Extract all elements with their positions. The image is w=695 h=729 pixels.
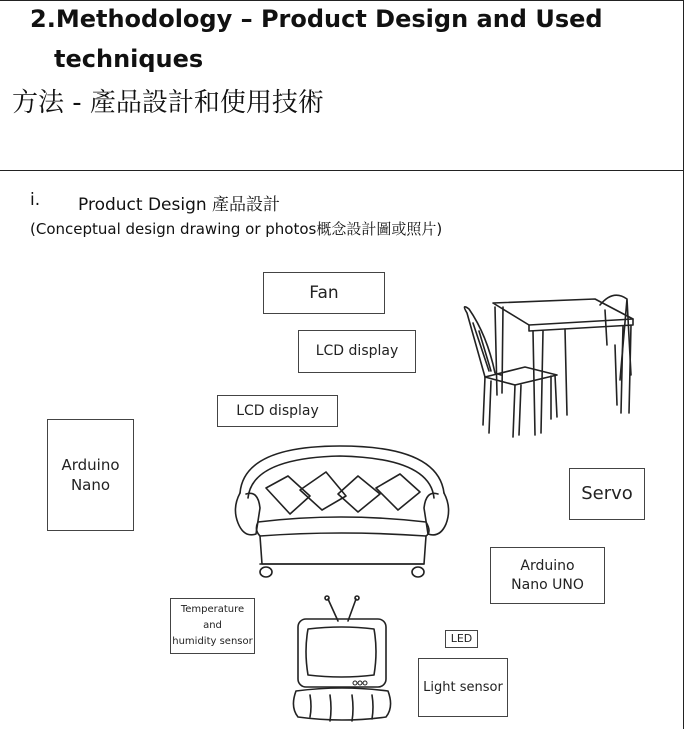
section-note: (Conceptual design drawing or photos概念設計圖或照片): [30, 220, 443, 238]
label-servo: Servo: [569, 468, 645, 520]
label-temperature-humidity-sensor: Temperature and humidity sensor: [170, 598, 255, 654]
label-fan: Fan: [263, 272, 385, 314]
television-illustration: [290, 595, 395, 725]
heading-title-chinese: 方法 - 產品設計和使用技術: [12, 88, 324, 118]
section-divider: [0, 170, 684, 171]
section-title: Product Design 產品設計: [78, 195, 281, 215]
label-light-sensor: Light sensor: [418, 658, 508, 717]
heading-title-line-1: 2.Methodology – Product Design and Used: [30, 5, 603, 33]
dining-table-chairs-illustration: [455, 285, 640, 440]
label-led: LED: [445, 630, 478, 648]
section-number: i.: [30, 190, 41, 210]
heading-title-line-2: techniques: [54, 45, 204, 73]
label-lcd-display-2: LCD display: [217, 395, 338, 427]
label-arduino-nano-uno: Arduino Nano UNO: [490, 547, 605, 604]
top-border: [0, 0, 684, 1]
label-lcd-display-1: LCD display: [298, 330, 416, 373]
label-arduino-nano: Arduino Nano: [47, 419, 134, 531]
sofa-illustration: [230, 438, 455, 580]
